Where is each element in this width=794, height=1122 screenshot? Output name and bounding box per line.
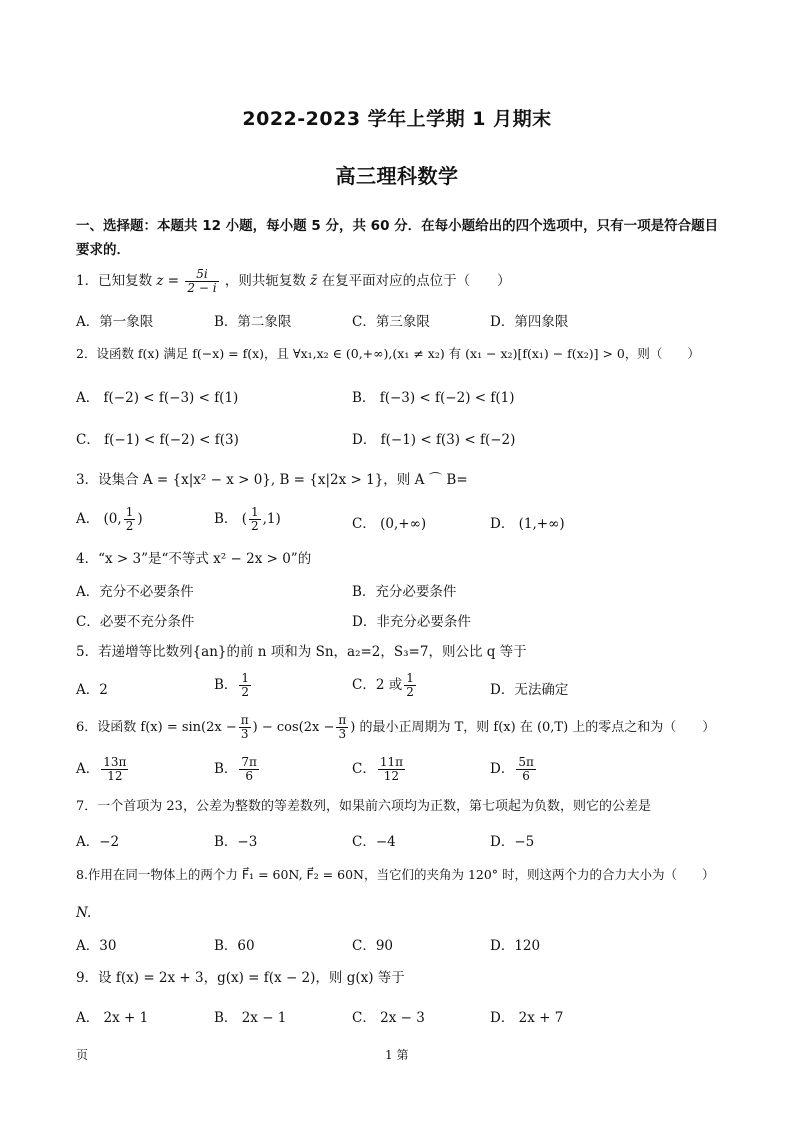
- question-9: 9．设 f(x) = 2x + 3，g(x) = f(x − 2)，则 g(x) 等于: [76, 970, 405, 986]
- footer-left: 页: [76, 1048, 89, 1062]
- q6-option-c[interactable]: [352, 756, 407, 783]
- q7-options: [76, 830, 736, 856]
- q9-option-a[interactable]: A． 2x + 1: [76, 1010, 149, 1026]
- q9-option-b[interactable]: B． 2x − 1: [214, 1010, 287, 1026]
- q6-oc-num: 11π: [379, 755, 403, 769]
- q5-option-c[interactable]: [352, 672, 418, 699]
- q1-z-eq: z =: [156, 273, 180, 290]
- q3-option-c[interactable]: C． (0,+∞): [352, 516, 427, 532]
- q1-post2: 在复平面对应的点位于（ ）: [321, 273, 511, 290]
- q1-option-b[interactable]: B．第二象限: [214, 314, 292, 330]
- q8-options: [76, 934, 736, 960]
- q4-options-row2: [76, 610, 736, 636]
- q6-a-den: 3: [240, 727, 249, 742]
- q5-b-num: 1: [241, 671, 250, 685]
- q3-a-den: 2: [125, 519, 134, 534]
- q6-ob-den: 6: [245, 769, 253, 784]
- q6-b-label: B．: [214, 761, 238, 778]
- q8-unit: N.: [76, 905, 92, 921]
- q1-prefix: 1．已知复数: [76, 273, 153, 290]
- q4-option-c[interactable]: C．必要不充分条件: [76, 614, 195, 630]
- q6-oa-den: 12: [107, 769, 123, 784]
- q5-option-b[interactable]: [214, 672, 253, 699]
- q9-option-c[interactable]: C． 2x − 3: [352, 1010, 425, 1026]
- q3-option-b[interactable]: [214, 506, 281, 533]
- q3-b-frac: [249, 506, 261, 533]
- q3-a-post: ): [137, 511, 143, 528]
- q5-c-den: 2: [406, 685, 414, 700]
- question-5: 5．若递增等比数列{an}的前 n 项和为 Sn，a₂=2，S₃=7，则公比 q 等于: [76, 644, 527, 660]
- q6-frac-b: [336, 714, 348, 741]
- q8-option-c[interactable]: C．90: [352, 938, 394, 954]
- q6-option-b[interactable]: [214, 756, 261, 783]
- q6-a-label: A．: [76, 761, 100, 778]
- q1-post: ，则共轭复数: [224, 273, 306, 290]
- q2-option-b[interactable]: B． f(−3) < f(−2) < f(1): [352, 390, 515, 406]
- section-heading: 一、选择题：本题共 12 小题，每小题 5 分，共 60 分．在每小题给出的四个选项中，只有一项是符合题目要求的．: [76, 218, 719, 258]
- q2-option-a[interactable]: A． f(−2) < f(−3) < f(1): [76, 390, 239, 406]
- question-1: [76, 268, 736, 295]
- exam-subtitle: 高三理科数学: [335, 164, 459, 188]
- q6-frac-a: [239, 714, 251, 741]
- q6-option-a[interactable]: [76, 756, 130, 783]
- question-2: 2．设函数 f(x) 满足 f(−x) = f(x)，且 ∀x₁,x₂ ∈ (0,+∞),(x₁ ≠ x₂) 有 (x₁ − x₂)[f(x₁) − f(x₂)] > 0，则（ ）: [76, 346, 700, 361]
- q3-a-num: 1: [125, 505, 134, 519]
- q4-option-a[interactable]: A．充分不必要条件: [76, 584, 194, 600]
- q6-od-num: 5π: [518, 755, 534, 769]
- q3-b-pre: B． (: [214, 511, 247, 528]
- question-8: 8.作用在同一物体上的两个力 F⃗₁ = 60N, F⃗₂ = 60N，当它们的夹角为 120° 时，则这两个力的合力大小为（ ）: [76, 867, 715, 882]
- q7-option-b[interactable]: B．−3: [214, 834, 258, 850]
- q3-a-frac: [124, 506, 136, 533]
- q5-option-a[interactable]: A．2: [76, 682, 108, 698]
- q5-c-num: 1: [406, 671, 414, 685]
- q9-options: [76, 1006, 736, 1032]
- q6-post: ) 的最小正周期为 T，则 f(x) 在 (0,T) 上的零点之和为（ ）: [350, 720, 716, 736]
- q6-ob-num: 7π: [241, 755, 257, 769]
- q2-options-row2: [76, 428, 736, 454]
- q3-b-num: 1: [250, 505, 259, 519]
- q6-a-frac: [101, 756, 128, 783]
- question-4: 4．“x > 3”是“不等式 x² − 2x > 0”的: [76, 551, 312, 567]
- q6-b-frac: [239, 756, 259, 783]
- q5-c-pre: C．2 或: [352, 677, 403, 694]
- q1-fraction: [185, 268, 218, 295]
- q6-option-d[interactable]: [490, 756, 538, 783]
- question-3: 3．设集合 A = {x|x² − x > 0}, B = {x|2x > 1}，则 A ⌒ B=: [76, 472, 468, 488]
- q6-b-num: π: [338, 713, 347, 727]
- q5-b-den: 2: [241, 685, 250, 700]
- q1-option-c[interactable]: C．第三象限: [352, 314, 430, 330]
- question-7: 7．一个首项为 23，公差为整数的等差数列，如果前六项均为正数，第七项起为负数，则它的公差是: [76, 799, 651, 814]
- q1-option-a[interactable]: A．第一象限: [76, 314, 154, 330]
- q6-c-label: C．: [352, 761, 376, 778]
- q3-option-a[interactable]: [76, 506, 143, 533]
- q5-b-frac: [239, 672, 251, 699]
- q1-options: [76, 310, 736, 336]
- q6-a-num: π: [240, 713, 249, 727]
- q4-option-b[interactable]: B．充分必要条件: [352, 584, 457, 600]
- q5-b-pre: B．: [214, 677, 238, 694]
- q6-od-den: 6: [522, 769, 530, 784]
- q2-options-row1: [76, 386, 736, 412]
- q2-option-c[interactable]: C． f(−1) < f(−2) < f(3): [76, 432, 239, 448]
- q8-option-a[interactable]: A．30: [76, 938, 117, 954]
- q5-c-frac: [404, 672, 416, 699]
- question-6: [76, 714, 736, 741]
- q7-option-a[interactable]: A．−2: [76, 834, 120, 850]
- q1-frac-num: 5i: [185, 268, 218, 282]
- q6-mid: ) − cos(2x −: [252, 720, 335, 736]
- exam-title: 2022-2023 学年上学期 1 月期末: [242, 108, 552, 130]
- q4-option-d[interactable]: D．非充分必要条件: [352, 614, 471, 630]
- q1-option-d[interactable]: D．第四象限: [490, 314, 569, 330]
- q9-option-d[interactable]: D． 2x + 7: [490, 1010, 564, 1026]
- q6-pre: 6．设函数 f(x) = sin(2x −: [76, 720, 237, 736]
- q3-options: [76, 506, 736, 540]
- q6-c-frac: [378, 756, 405, 783]
- q5-options: [76, 672, 736, 706]
- q8-option-b[interactable]: B．60: [214, 938, 255, 954]
- q5-option-d[interactable]: D．无法确定: [490, 682, 569, 698]
- q3-a-pre: A． (0,: [76, 511, 122, 528]
- q1-zbar: z̄: [310, 273, 318, 290]
- footer-page-number: 1 第: [385, 1048, 409, 1062]
- q6-oc-den: 12: [383, 769, 400, 784]
- q7-option-d[interactable]: D．−5: [490, 834, 535, 850]
- q2-option-d[interactable]: D． f(−1) < f(3) < f(−2): [352, 432, 516, 448]
- q6-options: [76, 756, 736, 792]
- q3-b-den: 2: [250, 519, 259, 534]
- q3-option-d[interactable]: D． (1,+∞): [490, 516, 565, 532]
- q8-option-d[interactable]: D．120: [490, 938, 541, 954]
- q4-options-row1: [76, 580, 736, 606]
- q6-d-frac: [516, 756, 536, 783]
- q6-oa-num: 13π: [103, 755, 127, 769]
- q6-d-label: D．: [490, 761, 515, 778]
- q6-b-den: 3: [338, 727, 347, 742]
- q1-frac-den: 2 − i: [187, 281, 217, 296]
- q7-option-c[interactable]: C．−4: [352, 834, 396, 850]
- q3-b-post: ,1): [262, 511, 281, 528]
